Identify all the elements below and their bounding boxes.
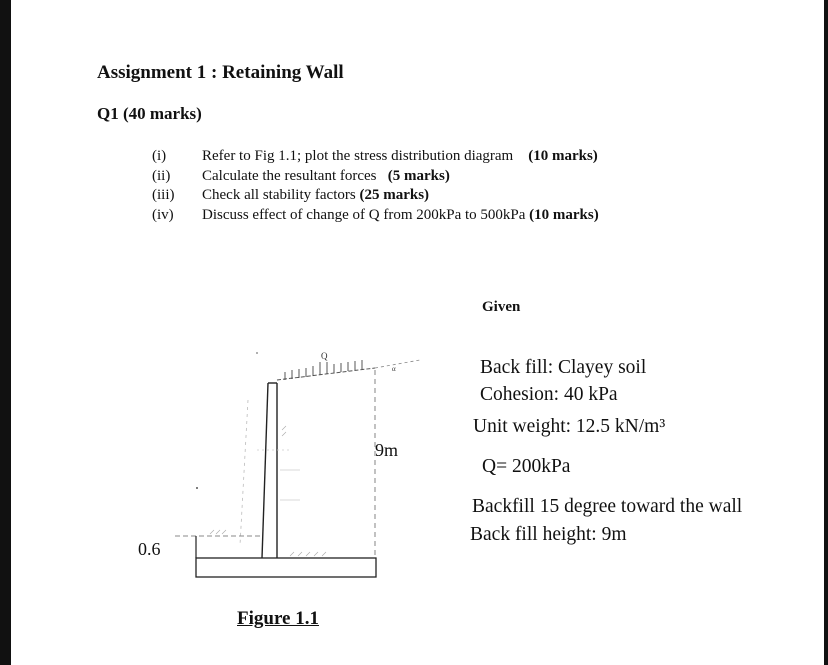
soil-hatching — [210, 426, 326, 556]
task-marks: (10 marks) — [528, 148, 598, 164]
speck — [256, 352, 258, 354]
speck — [196, 487, 198, 489]
backfill-angle-ref — [375, 360, 420, 368]
task-marks: (5 marks) — [387, 167, 450, 184]
given-backfill-height: Back fill height: 9m — [470, 524, 627, 545]
task-text: Discuss effect of change of Q from 200kPa to 500kPa — [202, 206, 526, 223]
given-unit-weight: Unit weight: 12.5 kN/m³ — [473, 416, 666, 437]
given-backfill-type: Back fill: Clayey soil — [480, 357, 647, 378]
figure-caption: Figure 1.1 — [237, 608, 319, 629]
task-number: (iv) — [152, 206, 174, 223]
given-cohesion: Cohesion: 40 kPa — [480, 384, 618, 405]
given-surcharge: Q= 200kPa — [482, 456, 571, 477]
construction-line — [240, 400, 248, 545]
task-text: Calculate the resultant forces — [202, 167, 377, 184]
task-text: Check all stability factors — [202, 187, 356, 203]
base-slab — [196, 558, 376, 577]
given-backfill-angle: Backfill 15 degree toward the wall — [472, 496, 743, 517]
task-text: Refer to Fig 1.1; plot the stress distribution diagram — [202, 148, 514, 164]
task-number: (iii) — [152, 187, 175, 203]
task-marks: (25 marks) — [359, 187, 430, 203]
toe-depth-label: 0.6 — [138, 539, 161, 559]
surcharge-arrows — [285, 360, 362, 380]
assignment-title: Assignment 1 : Retaining Wall — [97, 62, 344, 83]
task-number: (ii) — [152, 167, 171, 184]
wall-stem-front — [262, 383, 268, 558]
surcharge-label: Q — [321, 351, 328, 361]
task-number: (i) — [152, 148, 167, 164]
question-heading: Q1 (40 marks) — [97, 104, 202, 123]
given-heading: Given — [482, 299, 521, 315]
angle-label: α — [392, 365, 396, 373]
task-marks: (10 marks) — [529, 206, 599, 223]
wall-height-label: 9m — [375, 440, 399, 460]
